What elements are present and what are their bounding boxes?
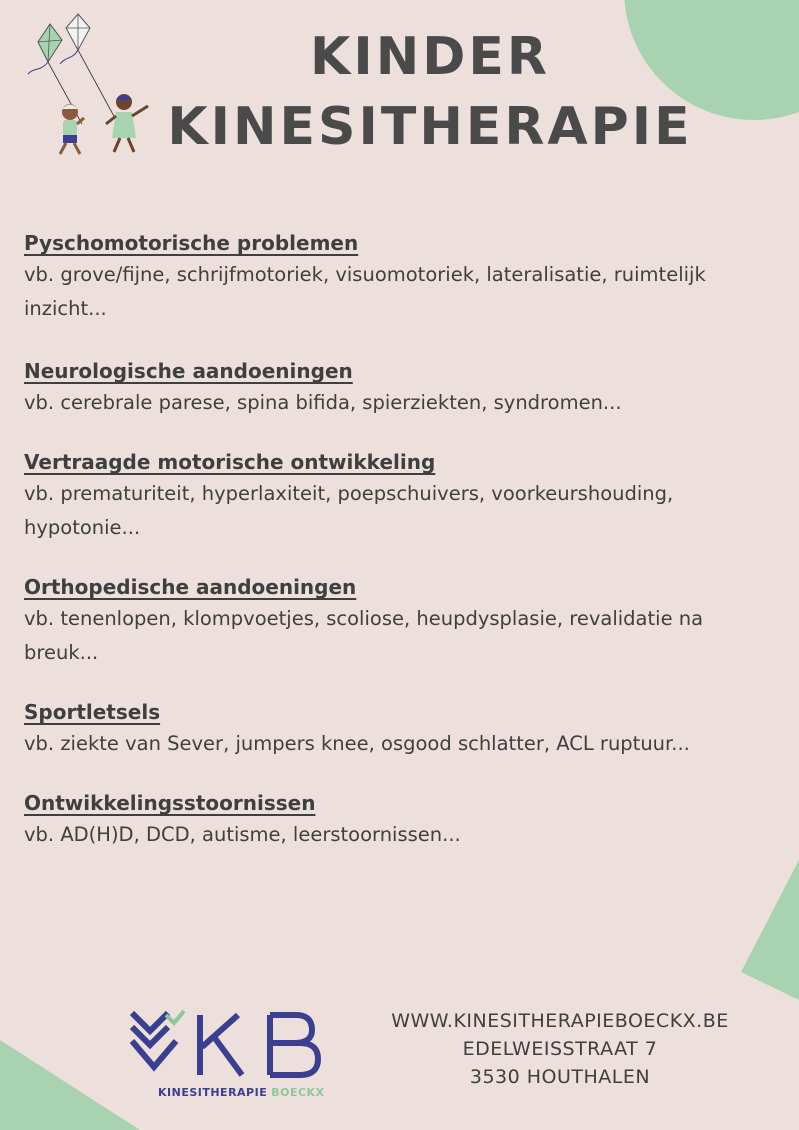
section-motor-development [24,447,774,545]
section-neurological [24,356,774,420]
section-text: vb. cerebrale parese, spina bifida, spierziekten, syndromen... [24,391,622,414]
section-text: vb. ziekte van Sever, jumpers knee, osgood schlatter, ACL ruptuur... [24,732,690,755]
logo-caption-main: KINESITHERAPIE [158,1086,268,1099]
logo-caption-accent: BOECKX [271,1086,325,1099]
section-orthopedic [24,572,774,670]
section-heading: Ontwikkelingsstoornissen [24,791,316,815]
conditions-list [24,228,774,879]
section-text: vb. tenenlopen, klompvoetjes, scoliose, heupdysplasie, revalidatie na breuk... [24,607,704,664]
city-address: 3530 HOUTHALEN [469,1066,651,1088]
section-text: vb. prematuriteit, hyperlaxiteit, poepschuivers, voorkeurshouding, hypotonie... [24,482,674,539]
title-line-2: KINESITHERAPIE [167,97,693,157]
section-sports-injuries [24,697,774,761]
street-address: EDELWEISSTRAAT 7 [462,1038,658,1060]
section-text: vb. AD(H)D, DCD, autisme, leerstoornissen... [24,823,461,846]
section-heading: Orthopedische aandoeningen [24,575,357,599]
page-title [150,22,710,162]
section-heading: Vertraagde motorische ontwikkeling [24,450,436,474]
logo-caption [158,1086,325,1099]
section-heading: Pyschomotorische problemen [24,231,359,255]
section-text: vb. grove/fijne, schrijfmotoriek, visuomotoriek, lateralisatie, ruimtelijk inzicht... [24,263,706,320]
website-link[interactable]: WWW.KINESITHERAPIEBOECKX.BE [391,1010,729,1032]
section-heading: Sportletsels [24,700,161,724]
section-heading: Neurologische aandoeningen [24,359,353,383]
kids-with-kites-illustration [20,12,170,172]
section-psychomotor [24,228,774,326]
decorative-triangle-right [735,860,799,1000]
title-line-1: KINDER [310,27,550,87]
contact-block [360,1007,760,1091]
section-developmental-disorders [24,788,774,852]
